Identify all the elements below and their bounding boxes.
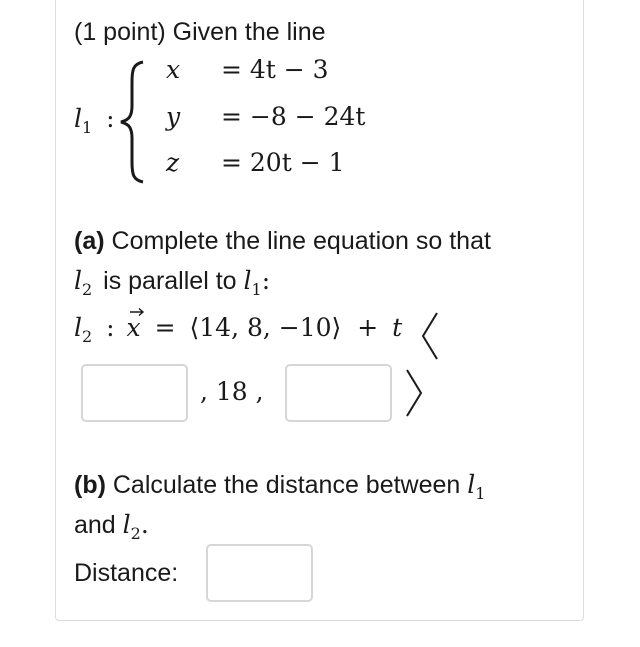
equation-x-rhs: = 4t − 3	[221, 55, 329, 84]
line1-label	[74, 104, 115, 137]
part-a-prompt	[74, 226, 491, 256]
part-b-l1: $l_1$	[467, 470, 486, 503]
part-b-l2: $l_2$.	[122, 510, 149, 543]
direction-z-input-box[interactable]	[285, 364, 392, 422]
part-b-label: (b)	[74, 471, 106, 499]
part-a-label: (a)	[74, 227, 105, 255]
part-a-l1: $l_1$:	[243, 266, 271, 299]
eq-equals: =	[154, 313, 176, 342]
vector-equation	[74, 313, 402, 346]
eq-vector: x	[126, 313, 141, 342]
vector-arrow-icon	[129, 307, 145, 317]
problem-header: (1 point) Given the line	[74, 18, 326, 46]
eq-colon: :	[106, 313, 115, 342]
line1-name: l	[74, 104, 82, 133]
part-a-text: Complete the line equation so that	[111, 227, 491, 255]
eq-plus: +	[357, 313, 379, 342]
line1-index: 1	[82, 118, 93, 137]
part-b-and-line	[74, 510, 149, 543]
distance-label: Distance:	[74, 559, 179, 587]
equation-z-rhs: = 20t − 1	[221, 148, 345, 177]
part-b-prompt	[74, 470, 485, 503]
eq-lhs-index: 2	[82, 327, 93, 346]
line1-colon: :	[106, 104, 115, 133]
part-b-and: and	[74, 511, 116, 539]
left-brace-icon	[117, 60, 151, 184]
eq-point: ⟨14, 8, −10⟩	[189, 313, 342, 342]
distance-input[interactable]	[208, 546, 311, 600]
direction-x-input-box[interactable]	[81, 364, 188, 422]
direction-y-value: , 18 ,	[200, 377, 264, 406]
distance-input-box[interactable]	[206, 544, 313, 602]
left-angle-bracket-icon	[418, 311, 440, 361]
right-angle-bracket-icon	[404, 368, 426, 418]
part-a-l2: $l_2$	[74, 266, 93, 299]
direction-x-input[interactable]	[83, 366, 186, 420]
equation-z-var: z	[166, 148, 180, 177]
eq-t: t	[392, 313, 403, 342]
eq-lhs-name: l	[74, 313, 82, 342]
equation-y-var: y	[166, 102, 181, 131]
part-a-parallel-text: is parallel to	[103, 267, 237, 295]
part-b-text: Calculate the distance between	[112, 471, 461, 499]
equation-x-var: x	[166, 55, 181, 84]
equation-y-rhs: = −8 − 24t	[221, 102, 366, 131]
part-a-parallel-line	[74, 266, 270, 299]
direction-z-input[interactable]	[287, 366, 390, 420]
